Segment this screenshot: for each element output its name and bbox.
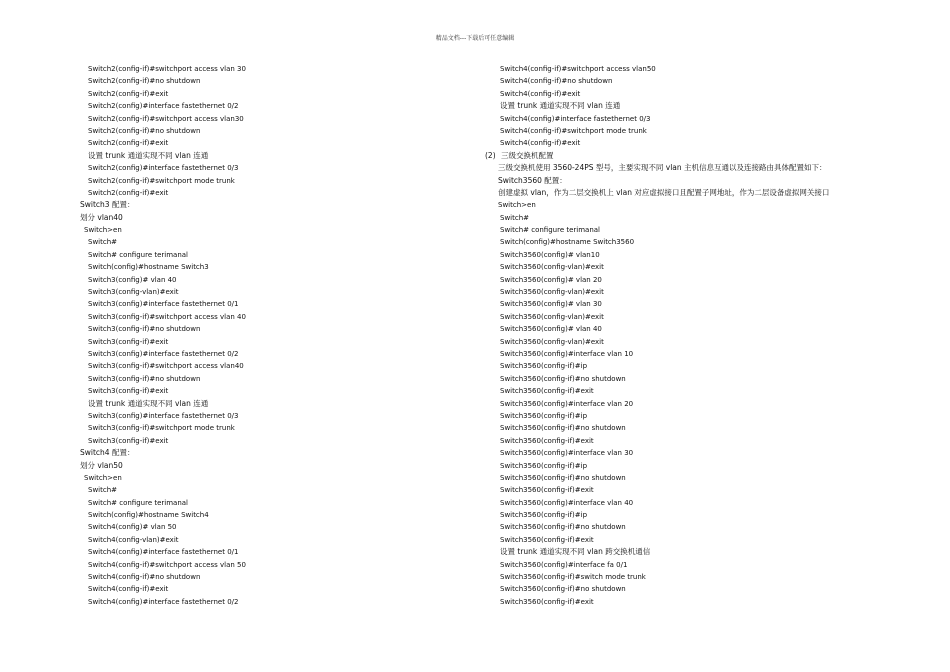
right-line bbox=[485, 311, 915, 323]
left-line bbox=[80, 236, 470, 248]
left-line bbox=[80, 311, 470, 323]
line-text: Switch(config)#hostname Switch4 bbox=[88, 511, 209, 520]
line-text: Switch3560(config)# vlan10 bbox=[500, 250, 600, 259]
line-text: Switch4(config)# vlan 50 bbox=[88, 523, 177, 532]
right-line bbox=[485, 274, 915, 286]
line-text: Switch# configure terimanal bbox=[88, 498, 188, 507]
line-text: Switch3560(config-if)#ip bbox=[500, 411, 588, 420]
right-line bbox=[485, 348, 915, 360]
right-line bbox=[485, 435, 915, 447]
right-line bbox=[485, 175, 915, 187]
line-text: Switch4(config-if)#no shutdown bbox=[500, 77, 613, 86]
right-line bbox=[485, 472, 915, 484]
line-text: 设置 trunk 通道实现不同 vlan 连通 bbox=[88, 398, 209, 408]
right-line bbox=[485, 546, 915, 558]
left-line bbox=[80, 348, 470, 360]
line-text: Switch4(config-if)#no shutdown bbox=[88, 573, 201, 582]
right-line bbox=[485, 199, 915, 211]
left-line bbox=[80, 261, 470, 273]
line-text: Switch3(config)#interface fastethernet 0/2 bbox=[88, 349, 239, 358]
left-line bbox=[80, 150, 470, 162]
left-line bbox=[80, 472, 470, 484]
right-line bbox=[485, 596, 915, 608]
left-line bbox=[80, 509, 470, 521]
line-text: Switch4(config-if)#exit bbox=[500, 139, 581, 148]
left-line bbox=[80, 162, 470, 174]
line-text: Switch2(config-if)#switchport access vlan30 bbox=[88, 114, 244, 123]
left-line bbox=[80, 497, 470, 509]
page-header: 精品文档---下载后可任意编辑 bbox=[435, 35, 515, 42]
left-line bbox=[80, 435, 470, 447]
left-line bbox=[80, 137, 470, 149]
right-line bbox=[485, 373, 915, 385]
left-line bbox=[80, 546, 470, 558]
left-line bbox=[80, 274, 470, 286]
line-text: Switch# bbox=[500, 213, 530, 222]
right-column bbox=[485, 63, 915, 608]
line-text: Switch3560(config)#interface vlan 30 bbox=[500, 449, 634, 458]
line-text: Switch# configure terimanal bbox=[500, 226, 600, 235]
right-line bbox=[485, 125, 915, 137]
line-text: 三级交换机使用 3560-24PS 型号，主要实现不同 vlan 主机信息互通以及连接路由具体配置如下： bbox=[498, 163, 827, 173]
left-line bbox=[80, 212, 470, 224]
left-line bbox=[80, 224, 470, 236]
line-text: Switch3560(config-if)#exit bbox=[500, 535, 594, 544]
left-line bbox=[80, 187, 470, 199]
line-text: Switch3560(config-if)#switch mode trunk bbox=[500, 573, 646, 582]
line-text: Switch3(config)#interface fastethernet 0/3 bbox=[88, 411, 239, 420]
left-line bbox=[80, 373, 470, 385]
left-line bbox=[80, 596, 470, 608]
right-line bbox=[485, 460, 915, 472]
line-text: Switch3 配置： bbox=[80, 200, 135, 210]
line-text: Switch3560(config-vlan)#exit bbox=[500, 263, 604, 272]
line-text: Switch3560(config-vlan)#exit bbox=[500, 337, 604, 346]
line-text: Switch3(config)# vlan 40 bbox=[88, 275, 177, 284]
line-text: Switch4(config-if)#exit bbox=[88, 585, 169, 594]
line-text: Switch4(config)#interface fastethernet 0/1 bbox=[88, 548, 239, 557]
right-line bbox=[485, 63, 915, 75]
right-line bbox=[485, 360, 915, 372]
line-text: Switch3560(config)# vlan 30 bbox=[500, 300, 602, 309]
line-text: Switch3560(config-if)#no shutdown bbox=[500, 523, 626, 532]
left-column bbox=[80, 63, 470, 608]
section-number: (2) bbox=[485, 150, 496, 160]
line-text: Switch3560(config)#interface fa 0/1 bbox=[500, 560, 628, 569]
line-text: Switch3560(config)#interface vlan 40 bbox=[500, 498, 634, 507]
line-text: Switch2(config-if)#no shutdown bbox=[88, 77, 201, 86]
right-line bbox=[485, 261, 915, 273]
line-text: Switch3560(config)#interface vlan 10 bbox=[500, 349, 634, 358]
left-line bbox=[80, 199, 470, 211]
line-text: Switch4(config)#interface fastethernet 0/2 bbox=[88, 597, 239, 606]
right-line bbox=[485, 249, 915, 261]
line-text: Switch2(config-if)#exit bbox=[88, 89, 169, 98]
right-line bbox=[485, 150, 915, 162]
right-line bbox=[485, 137, 915, 149]
line-text: Switch2(config-if)#switchport mode trunk bbox=[88, 176, 235, 185]
left-line bbox=[80, 249, 470, 261]
line-text: Switch3(config-if)#exit bbox=[88, 387, 169, 396]
right-line bbox=[485, 422, 915, 434]
line-text: 三级交换机配置 bbox=[501, 150, 554, 160]
line-text: Switch>en bbox=[498, 201, 536, 210]
left-line bbox=[80, 410, 470, 422]
line-text: Switch3(config-vlan)#exit bbox=[88, 288, 179, 297]
line-text: 划分 vlan40 bbox=[80, 212, 123, 222]
line-text: Switch2(config-if)#switchport access vlan 30 bbox=[88, 65, 246, 73]
right-line bbox=[485, 75, 915, 87]
right-line bbox=[485, 336, 915, 348]
line-text: Switch(config)#hostname Switch3 bbox=[88, 263, 209, 272]
left-line bbox=[80, 534, 470, 546]
right-line bbox=[485, 447, 915, 459]
left-line bbox=[80, 583, 470, 595]
line-text: 划分 vlan50 bbox=[80, 460, 123, 470]
line-text: Switch3560 配置： bbox=[498, 175, 567, 185]
left-line bbox=[80, 63, 470, 75]
right-line bbox=[485, 484, 915, 496]
left-line bbox=[80, 323, 470, 335]
line-text: Switch3(config)#interface fastethernet 0/1 bbox=[88, 300, 239, 309]
right-line bbox=[485, 286, 915, 298]
line-text: Switch3(config-if)#exit bbox=[88, 337, 169, 346]
right-line bbox=[485, 113, 915, 125]
left-line bbox=[80, 484, 470, 496]
left-line bbox=[80, 100, 470, 112]
right-line bbox=[485, 509, 915, 521]
line-text: Switch3560(config)# vlan 40 bbox=[500, 325, 602, 334]
line-text: Switch3560(config-if)#ip bbox=[500, 461, 588, 470]
left-line bbox=[80, 298, 470, 310]
line-text: Switch4(config-if)#exit bbox=[500, 89, 581, 98]
line-text: Switch4(config-if)#switchport access vlan 50 bbox=[88, 560, 246, 569]
line-text: Switch3(config-if)#switchport mode trunk bbox=[88, 424, 235, 433]
right-line bbox=[485, 298, 915, 310]
right-line bbox=[485, 398, 915, 410]
left-line bbox=[80, 175, 470, 187]
line-text: Switch3560(config-if)#exit bbox=[500, 486, 594, 495]
line-text: Switch4(config-if)#switchport mode trunk bbox=[500, 126, 647, 135]
right-line bbox=[485, 497, 915, 509]
right-line bbox=[485, 162, 915, 174]
right-line bbox=[485, 236, 915, 248]
line-text: Switch3560(config-if)#exit bbox=[500, 597, 594, 606]
line-text: Switch3560(config)# vlan 20 bbox=[500, 275, 602, 284]
right-line bbox=[485, 187, 915, 199]
left-line bbox=[80, 75, 470, 87]
line-text: Switch3(config-if)#switchport access vlan 40 bbox=[88, 312, 246, 321]
left-line bbox=[80, 125, 470, 137]
right-line bbox=[485, 212, 915, 224]
left-line bbox=[80, 422, 470, 434]
line-text: 设置 trunk 通道实现不同 vlan 连通 bbox=[500, 101, 621, 111]
line-text: Switch3560(config-if)#ip bbox=[500, 511, 588, 520]
left-line bbox=[80, 385, 470, 397]
line-text: Switch3(config-if)#exit bbox=[88, 436, 169, 445]
line-text: Switch2(config-if)#no shutdown bbox=[88, 126, 201, 135]
line-text: Switch2(config)#interface fastethernet 0/2 bbox=[88, 102, 239, 111]
line-text: Switch(config)#hostname Switch3560 bbox=[500, 238, 635, 247]
right-line bbox=[485, 224, 915, 236]
line-text: Switch3560(config-vlan)#exit bbox=[500, 312, 604, 321]
left-line bbox=[80, 559, 470, 571]
line-text: Switch# bbox=[88, 238, 118, 247]
line-text: Switch# configure terimanal bbox=[88, 250, 188, 259]
line-text: Switch3560(config-if)#no shutdown bbox=[500, 473, 626, 482]
line-text: Switch3560(config-if)#exit bbox=[500, 436, 594, 445]
line-text: Switch>en bbox=[84, 226, 122, 235]
line-text: Switch# bbox=[88, 486, 118, 495]
line-text: Switch>en bbox=[84, 473, 122, 482]
right-line bbox=[485, 521, 915, 533]
line-text: Switch2(config-if)#exit bbox=[88, 139, 169, 148]
line-text: Switch3560(config-if)#no shutdown bbox=[500, 424, 626, 433]
right-line bbox=[485, 534, 915, 546]
right-line bbox=[485, 583, 915, 595]
right-line bbox=[485, 100, 915, 112]
line-text: Switch3(config-if)#no shutdown bbox=[88, 325, 201, 334]
line-text: 创建虚拟 vlan，作为二层交换机上 vlan 对应虚拟接口且配置子网地址，作为二层设备虚拟网关接口 bbox=[498, 187, 830, 197]
left-line bbox=[80, 398, 470, 410]
right-line bbox=[485, 385, 915, 397]
left-line bbox=[80, 336, 470, 348]
line-text: Switch3560(config-if)#no shutdown bbox=[500, 585, 626, 594]
right-line bbox=[485, 323, 915, 335]
left-line bbox=[80, 88, 470, 100]
line-text: Switch4(config-if)#switchport access vlan50 bbox=[500, 65, 656, 73]
line-text: Switch3(config-if)#no shutdown bbox=[88, 374, 201, 383]
line-text: 设置 trunk 通道实现不同 vlan 跨交换机通信 bbox=[500, 547, 651, 557]
line-text: Switch2(config-if)#exit bbox=[88, 188, 169, 197]
line-text: Switch3560(config-if)#exit bbox=[500, 387, 594, 396]
right-line bbox=[485, 410, 915, 422]
left-line bbox=[80, 286, 470, 298]
left-line bbox=[80, 360, 470, 372]
line-text: Switch3560(config-if)#ip bbox=[500, 362, 588, 371]
right-line bbox=[485, 571, 915, 583]
line-text: Switch4(config)#interface fastethernet 0/3 bbox=[500, 114, 651, 123]
line-text: 设置 trunk 通道实现不同 vlan 连通 bbox=[88, 150, 209, 160]
left-line bbox=[80, 447, 470, 459]
left-line bbox=[80, 571, 470, 583]
line-text: Switch3(config-if)#switchport access vlan40 bbox=[88, 362, 244, 371]
line-text: Switch4 配置： bbox=[80, 448, 135, 458]
line-text: Switch3560(config-vlan)#exit bbox=[500, 288, 604, 297]
line-text: Switch3560(config-if)#no shutdown bbox=[500, 374, 626, 383]
left-line bbox=[80, 521, 470, 533]
right-line bbox=[485, 559, 915, 571]
left-line bbox=[80, 113, 470, 125]
line-text: Switch4(config-vlan)#exit bbox=[88, 535, 179, 544]
line-text: Switch3560(config)#interface vlan 20 bbox=[500, 399, 634, 408]
left-line bbox=[80, 460, 470, 472]
line-text: Switch2(config)#interface fastethernet 0/3 bbox=[88, 164, 239, 173]
right-line bbox=[485, 88, 915, 100]
